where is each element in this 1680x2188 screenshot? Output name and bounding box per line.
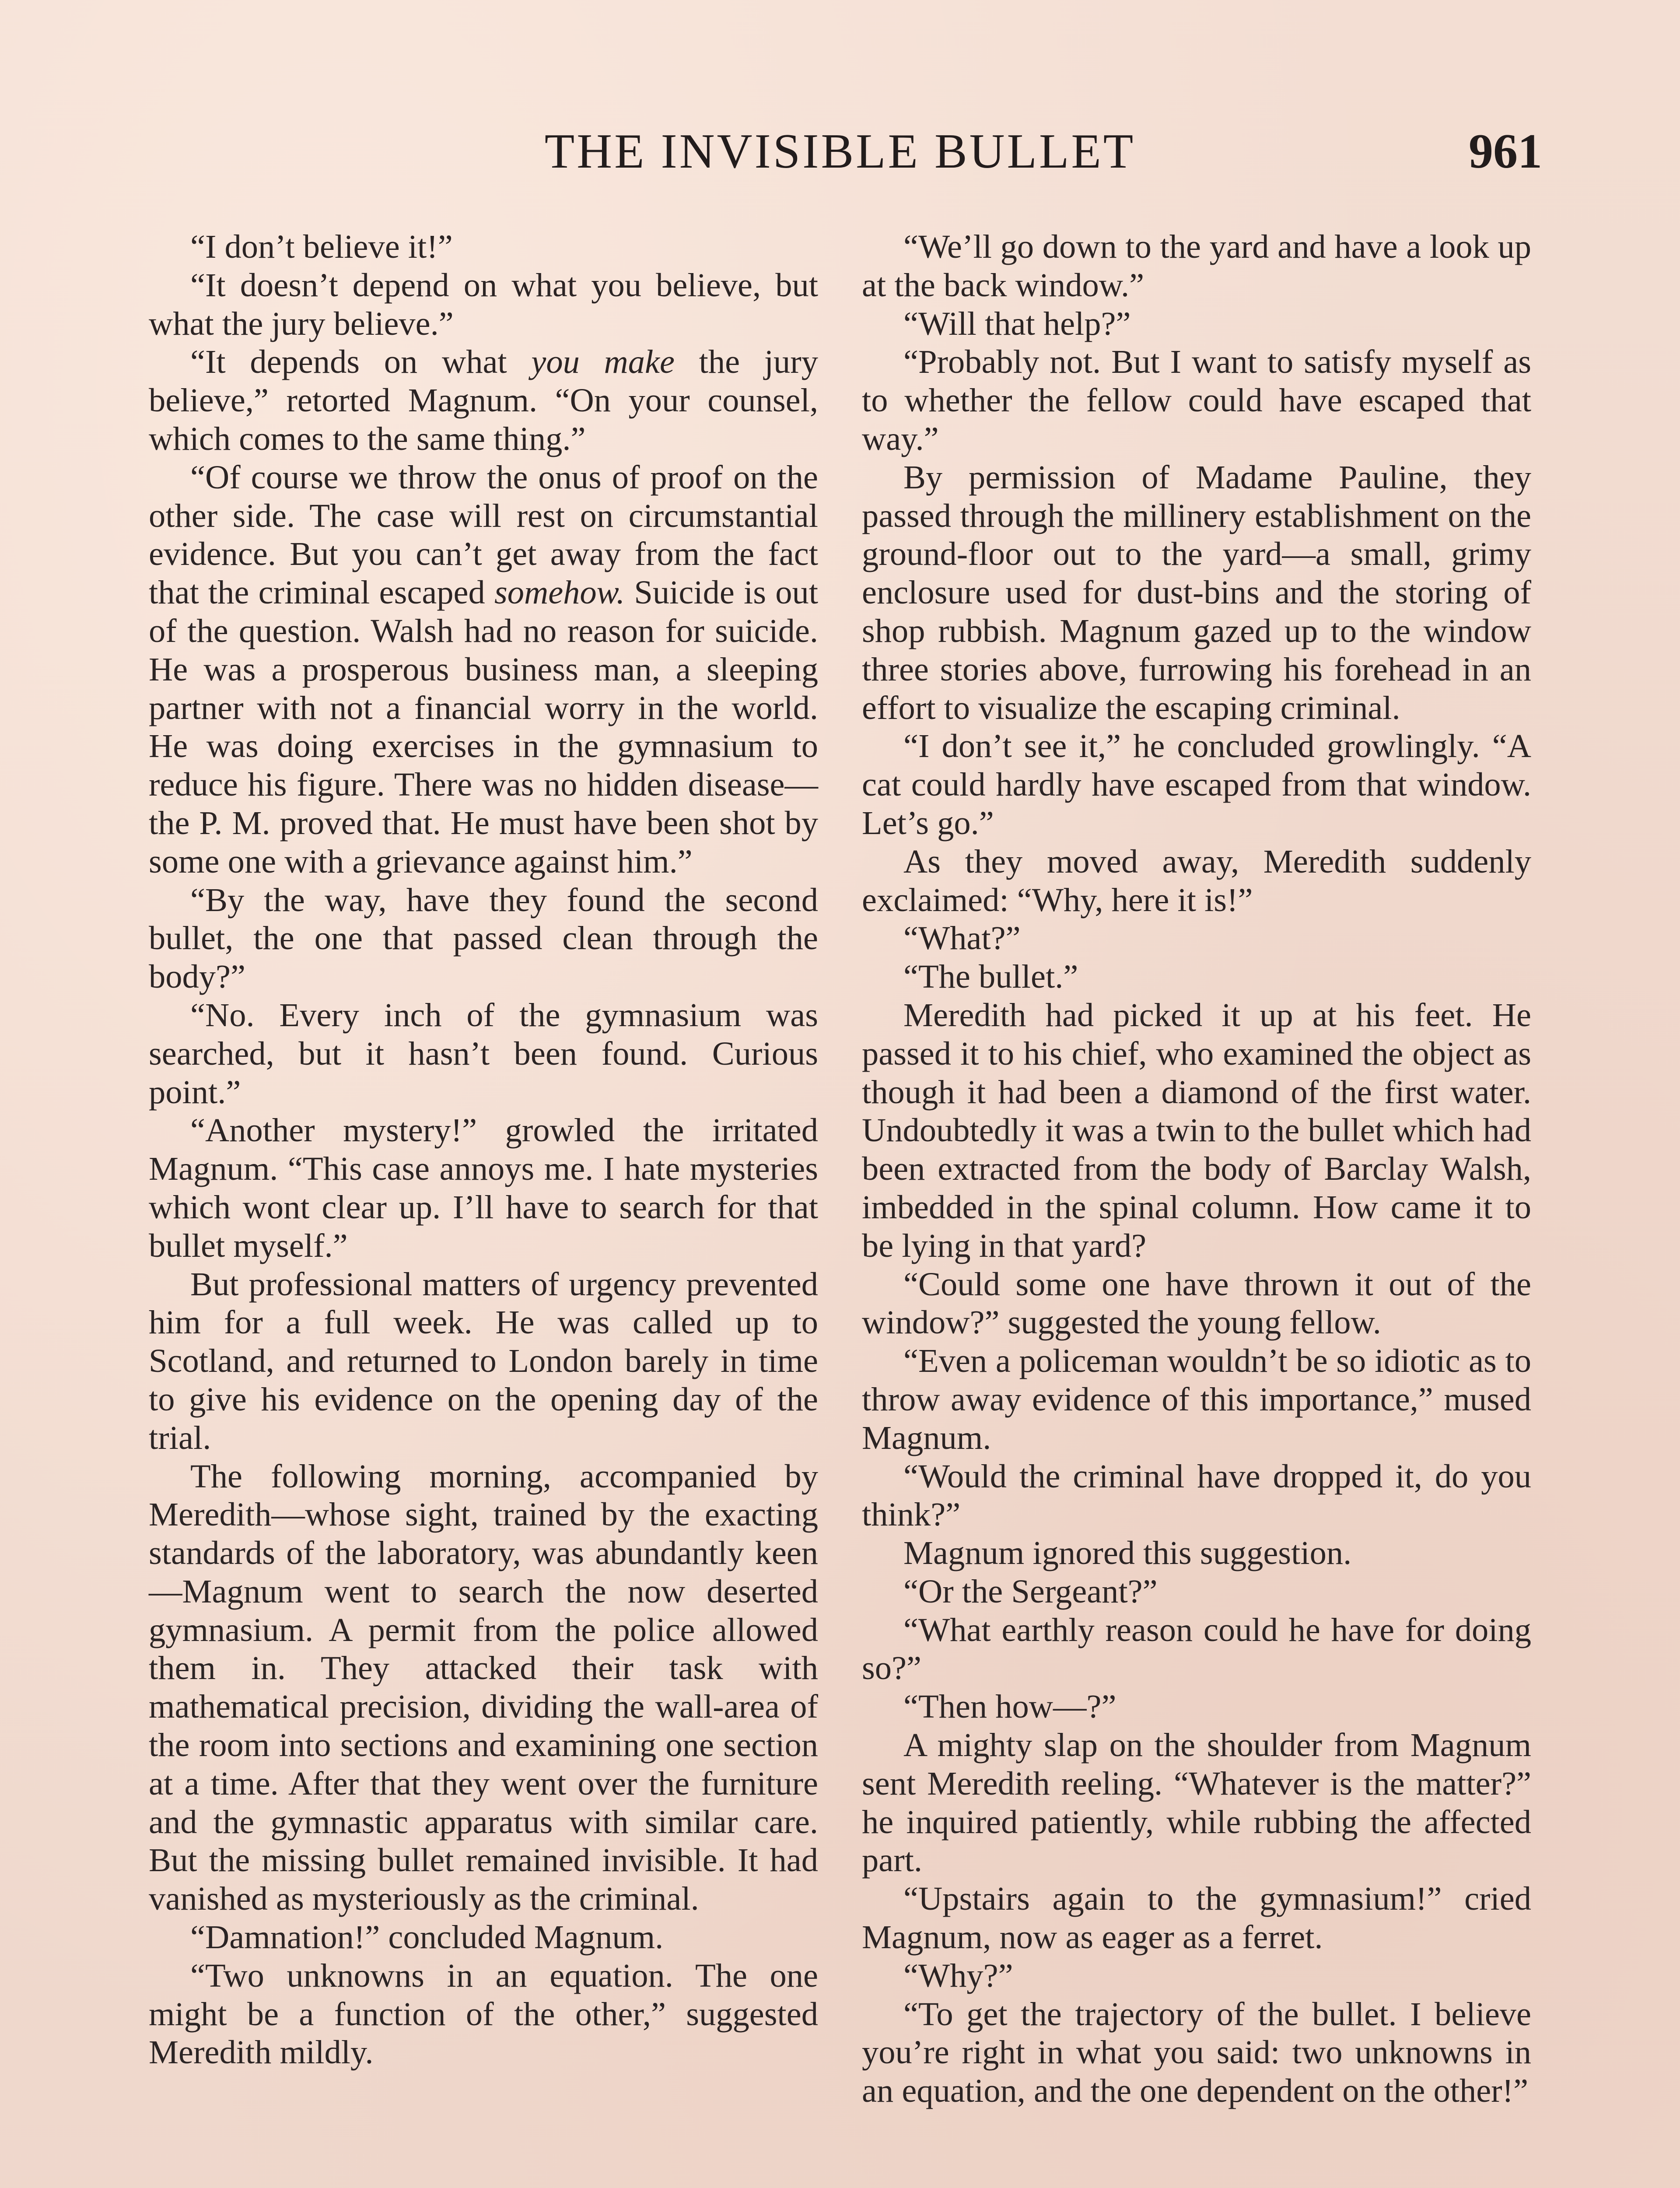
paragraph: “By the way, have they found the second bullet, the one that passed clean through the body?”	[149, 881, 818, 996]
paragraph: “Would the criminal have dropped it, do you think?”	[862, 1457, 1531, 1533]
paragraph: “The bullet.”	[903, 958, 1078, 996]
paragraph: “What?”	[903, 919, 1021, 957]
paragraph: “Could some one have thrown it out of the window?” suggested the young fellow.	[862, 1265, 1531, 1341]
paragraph: The following morning, accompanied by Meredith—whose sight, trained by the exacting standards of the laboratory, was abundantly keen—Magnum went to search the now deserted gymnasium. A permit from the police allowed them in. They attacked their task with mathematical precision, dividing the wall-area of the room into sections and examining one section at a time. After that they went over the furniture and the gymnastic apparatus with similar care. But the missing bullet remained invisible. It had vanished as mysteriously as the criminal.	[149, 1457, 818, 1918]
paragraph	[149, 458, 818, 881]
text-run: “Of course we throw the onus of proof on the other side. The case will rest on circumstantial evidence. But you can’t get away from the fact that the criminal escaped	[149, 458, 818, 611]
italic-emphasis: somehow.	[494, 574, 625, 611]
paragraph: “Upstairs again to the gymnasium!” cried Magnum, now as eager as a ferret.	[862, 1880, 1531, 1956]
italic-emphasis: you make	[531, 343, 675, 381]
paragraph: “I don’t believe it!”	[190, 228, 453, 265]
page-number: 961	[1469, 124, 1542, 179]
paragraph: “Or the Sergeant?”	[903, 1572, 1158, 1610]
paragraph: “Damnation!” concluded Magnum.	[190, 1918, 664, 1956]
paragraph: “To get the trajectory of the bullet. I believe you’re right in what you said: two unknowns in an equation, and the one dependent on the other!”	[862, 1995, 1531, 2110]
paragraph: “What earthly reason could he have for doing so?”	[862, 1611, 1531, 1687]
paragraph: A mighty slap on the shoulder from Magnum sent Meredith reeling. “Whatever is the matter?” he inquired patiently, while rubbing the affected part.	[862, 1726, 1531, 1879]
paragraph: “Probably not. But I want to satisfy myself as to whether the fellow could have escaped that way.”	[862, 343, 1531, 457]
paragraph: “Will that help?”	[903, 305, 1131, 342]
text-run: Suicide is out of the question. Walsh had no reason for suicide. He was a prosperous business man, a sleeping partner with not a financial worry in the world. He was doing exercises in the gymnasium to reduce his figure. There was no hidden disease—the P. M. proved that. He must have been shot by some one with a grievance against him.”	[149, 574, 818, 880]
paragraph: “No. Every inch of the gymnasium was searched, but it hasn’t been found. Curious point.”	[149, 996, 818, 1111]
paragraph: As they moved away, Meredith suddenly exclaimed: “Why, here it is!”	[862, 842, 1531, 919]
paragraph: “I don’t see it,” he concluded growlingly. “A cat could hardly have escaped from that window. Let’s go.”	[862, 727, 1531, 842]
left-column	[149, 228, 818, 2072]
paragraph: Meredith had picked it up at his feet. He passed it to his chief, who examined the object as though it had been a diamond of the first water. Undoubtedly it was a twin to the bullet which had been extracted from the body of Barclay Walsh, imbedded in the spinal column. How came it to be lying in that yard?	[862, 996, 1531, 1264]
paragraph: Magnum ignored this suggestion.	[903, 1534, 1352, 1572]
paragraph: “Another mystery!” growled the irritated Magnum. “This case annoys me. I hate mysteries which wont clear up. I’ll have to search for that bullet myself.”	[149, 1112, 818, 1264]
paragraph: “Then how—?”	[903, 1688, 1116, 1725]
text-run: “It depends on what	[190, 343, 532, 381]
text-run: the jury believe,” retorted Magnum. “On your counsel, which comes to the same thing.”	[149, 343, 818, 457]
paragraph	[149, 343, 818, 458]
paragraph: “It doesn’t depend on what you believe, but what the jury believe.”	[149, 266, 818, 342]
paragraph: But professional matters of urgency prevented him for a full week. He was called up to Scotland, and returned to London barely in time to give his evidence on the opening day of the trial.	[149, 1265, 818, 1456]
paragraph: By permission of Madame Pauline, they passed through the millinery establishment on the ground-floor out to the yard—a small, grimy enclosure used for dust-bins and the storing of shop rubbish. Magnum gazed up to the window three stories above, furrowing his forehead in an effort to visualize the escaping criminal.	[862, 458, 1531, 726]
paragraph: “Two unknowns in an equation. The one might be a function of the other,” suggested Meredith mildly.	[149, 1957, 818, 2071]
right-column	[862, 228, 1531, 2110]
paragraph: “We’ll go down to the yard and have a look up at the back window.”	[862, 228, 1531, 304]
paragraph: “Even a policeman wouldn’t be so idiotic as to throw away evidence of this importance,” mused Magnum.	[862, 1342, 1531, 1456]
paragraph: “Why?”	[903, 1957, 1013, 1994]
running-title: THE INVISIBLE BULLET	[544, 124, 1136, 179]
